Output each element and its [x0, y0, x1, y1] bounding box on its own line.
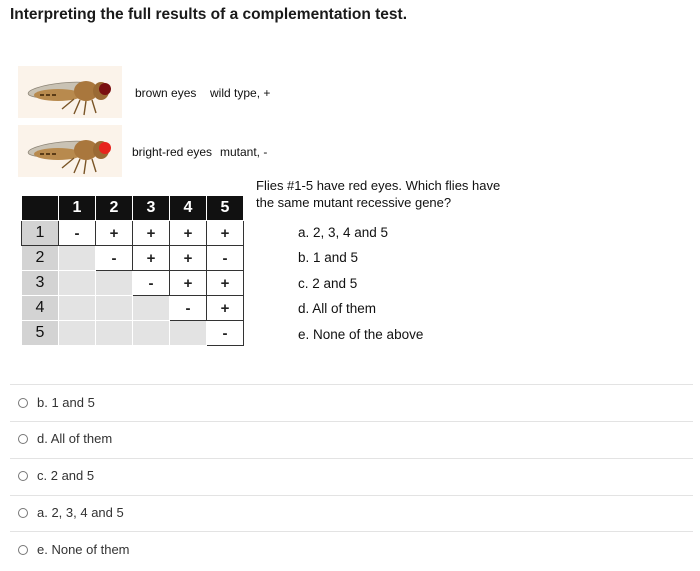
fly2-eye-label: bright-red eyes: [132, 145, 213, 159]
answer-label: b. 1 and 5: [37, 395, 95, 410]
grid-cell: +: [133, 246, 170, 271]
fly-red-eyes-image: [18, 125, 122, 177]
answer-label: d. All of them: [37, 431, 113, 446]
grid-cell: -: [207, 321, 244, 346]
grid-col-header: 3: [133, 196, 170, 221]
answer-label: e. None of them: [37, 542, 130, 557]
grid-col-header: 4: [170, 196, 207, 221]
radio-button[interactable]: [18, 398, 28, 408]
grid-row: [22, 221, 244, 246]
grid-row: [22, 246, 244, 271]
grid-cell-empty: [96, 321, 133, 346]
grid-cell-empty: [133, 321, 170, 346]
page-title: Interpreting the full results of a complementation test.: [10, 6, 408, 23]
listed-option-d: d. All of them: [298, 301, 377, 316]
fly2-eye: [99, 142, 111, 154]
grid-cell: +: [170, 271, 207, 296]
grid-row: [22, 321, 244, 346]
fly-brown-eyes-image: [18, 66, 122, 118]
grid-cell: +: [207, 271, 244, 296]
grid-cell-empty: [59, 321, 96, 346]
grid-cell-empty: [96, 271, 133, 296]
divider: [10, 531, 693, 532]
grid-row-header: 3: [22, 271, 59, 296]
grid-cell-empty: [96, 296, 133, 321]
grid-cell: -: [207, 246, 244, 271]
grid-cell-empty: [59, 246, 96, 271]
divider: [10, 458, 693, 459]
grid-row-header: 1: [22, 221, 59, 246]
grid-cell: +: [207, 296, 244, 321]
answer-option-d[interactable]: [18, 431, 112, 446]
answer-option-b[interactable]: [18, 395, 95, 410]
radio-button[interactable]: [18, 434, 28, 444]
answer-label: a. 2, 3, 4 and 5: [37, 505, 124, 520]
answer-label: c. 2 and 5: [37, 468, 95, 483]
grid-cell: -: [133, 271, 170, 296]
divider: [10, 421, 693, 422]
grid-cell-empty: [59, 296, 96, 321]
grid-cell: +: [207, 221, 244, 246]
grid-cell-empty: [133, 296, 170, 321]
grid-cell: +: [96, 221, 133, 246]
answer-option-c[interactable]: [18, 468, 94, 483]
listed-option-e: e. None of the above: [298, 327, 424, 342]
grid-cell: +: [170, 221, 207, 246]
divider: [10, 495, 693, 496]
answer-option-e[interactable]: [18, 542, 130, 557]
listed-option-b: b. 1 and 5: [298, 250, 359, 265]
listed-option-a: a. 2, 3, 4 and 5: [298, 225, 389, 240]
grid-row: [22, 296, 244, 321]
grid-cell: +: [170, 246, 207, 271]
grid-row-header: 5: [22, 321, 59, 346]
complementation-grid: [21, 195, 244, 346]
grid-row-header: 2: [22, 246, 59, 271]
question-text: Flies #1-5 have red eyes. Which flies have the same mutant recessive gene?: [256, 178, 501, 210]
divider: [10, 384, 693, 385]
grid-cell-empty: [170, 321, 207, 346]
grid-row-header: 4: [22, 296, 59, 321]
radio-button[interactable]: [18, 545, 28, 555]
grid-col-header: 5: [207, 196, 244, 221]
grid-header-row: [22, 196, 244, 221]
grid-cell-empty: [59, 271, 96, 296]
grid-corner: [22, 196, 59, 221]
grid-cell: -: [170, 296, 207, 321]
grid-cell: -: [59, 221, 96, 246]
answer-option-a[interactable]: [18, 505, 124, 520]
radio-button[interactable]: [18, 508, 28, 518]
grid-col-header: 2: [96, 196, 133, 221]
fly2-type-label: mutant, -: [220, 145, 268, 159]
grid-col-header: 1: [59, 196, 96, 221]
fly1-type-label: wild type, +: [210, 86, 271, 100]
listed-option-c: c. 2 and 5: [298, 276, 358, 291]
grid-row: [22, 271, 244, 296]
fly1-eye: [99, 83, 111, 95]
radio-button[interactable]: [18, 471, 28, 481]
grid-cell: +: [133, 221, 170, 246]
grid-cell: -: [96, 246, 133, 271]
fly1-eye-label: brown eyes: [135, 86, 197, 100]
